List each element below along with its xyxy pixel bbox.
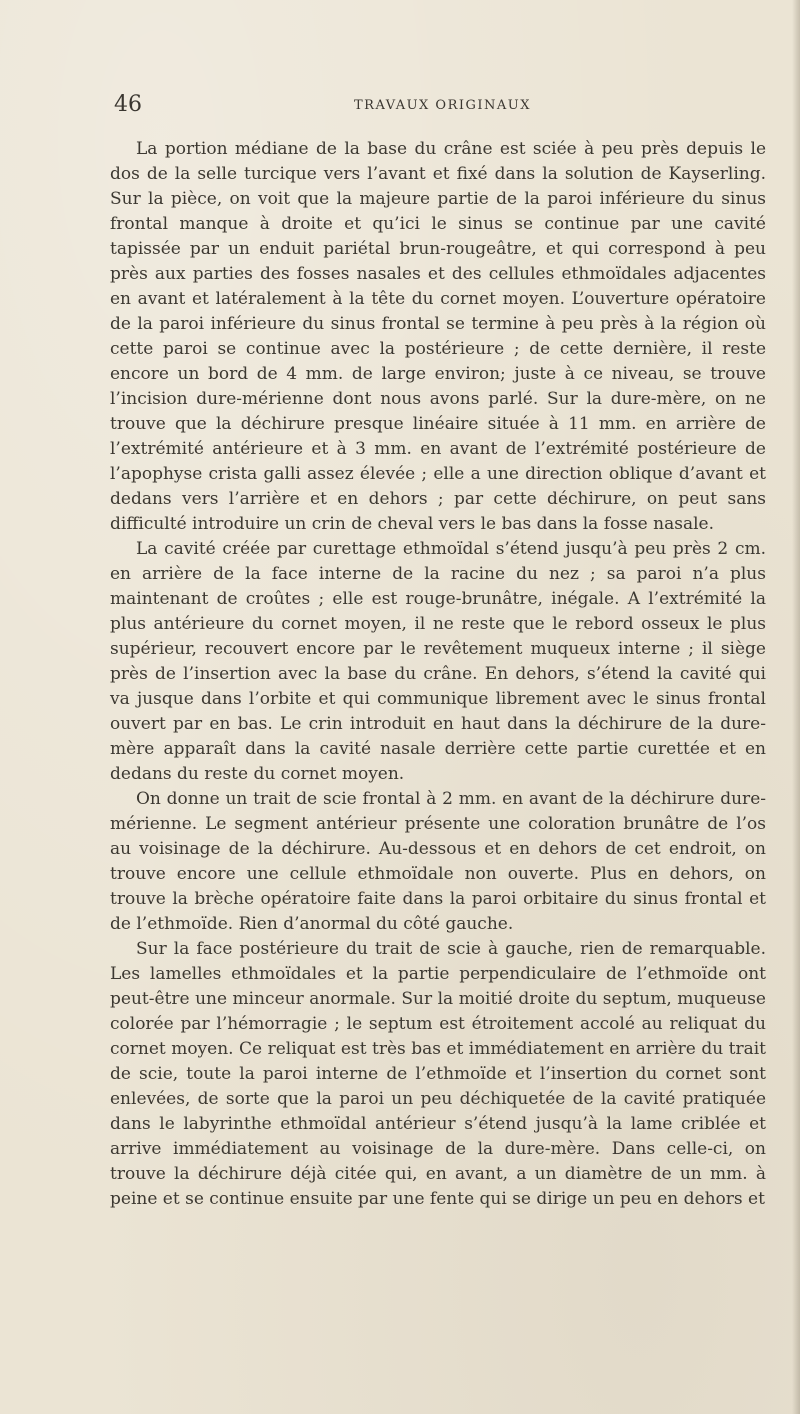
paragraph-1: La portion médiane de la base du crâne est sciée à peu près depuis le dos de la selle turcique vers l’avant et fixé dans la solution de Kayserling. Sur la pièce, on voit que la majeure partie de la paroi inférieure du sinus frontal manque à droite et qu’ici le sinus se continue par une cavité tapissée par un enduit pariétal brun-rougeâtre, et qui correspond à peu près aux parties des fosses nasales et des cellules ethmoïdales adjacentes en avant et latéralement à la tête du cornet moyen. L’ouverture opératoire de la paroi inférieure du sinus frontal se termine à peu près à la région où cette paroi se continue avec la postérieure ; de cette dernière, il reste encore un bord de 4 mm. de large environ; juste à ce niveau, se trouve l’incision dure-mérienne dont nous avons parlé. Sur la dure-mère, on ne trouve que la déchirure presque linéaire située à 11 mm. en arrière de l’extrémité antérieure et à 3 mm. en avant de l’extrémité postérieure de l’apophyse crista galli assez élevée ; elle a une direction oblique d’avant et dedans vers l’arrière et en dehors ; par cette déchirure, on peut sans difficulté introduire un crin de cheval vers le bas dans la fosse nasale. — [110, 139, 766, 534]
paragraph-3: On donne un trait de scie frontal à 2 mm. en avant de la déchirure dure-mérienne. Le segment antérieur présente une coloration brunâtre de l’os au voisinage de la déchirure. Au-dessous et en dehors de cet endroit, on trouve encore une cellule ethmoïdale non ouverte. Plus en dehors, on trouve la brèche opératoire faite dans la paroi orbitaire du sinus frontal et de l’ethmoïde. Rien d’anormal du côté gauche. — [110, 789, 766, 934]
running-title: TRAVAUX ORIGINAUX — [354, 98, 532, 113]
page-edge-shadow — [792, 0, 800, 1414]
page-number: 46 — [114, 92, 142, 117]
body-text — [110, 137, 766, 1212]
page-header — [114, 92, 764, 122]
paragraph-4: Sur la face postérieure du trait de scie à gauche, rien de remarquable. Les lamelles ethmoïdales et la partie perpendiculaire de l’ethmoïde ont peut-être une minceur anormale. Sur la moitié droite du septum, muqueuse colorée par l’hémorragie ; le septum est étroitement accolé au reliquat du cornet moyen. Ce reliquat est très bas et immédiatement en arrière du trait de scie, toute la paroi interne de l’ethmoïde et l’insertion du cornet sont enlevées, de sorte que la paroi un peu déchiquetée de la cavité pratiquée dans le labyrinthe ethmoïdal antérieur s’étend jusqu’à la lame criblée et arrive immédiatement au voisinage de la dure-mère. Dans celle-ci, on trouve la déchirure déjà citée qui, en avant, a un diamètre de un mm. à peine et se continue ensuite par une fente qui se dirige un peu en dehors et — [110, 939, 766, 1209]
paragraph-2: La cavité créée par curettage ethmoïdal s’étend jusqu’à peu près 2 cm. en arrière de la face interne de la racine du nez ; sa paroi n’a plus maintenant de croûtes ; elle est rouge-brunâtre, inégale. A l’extrémité la plus antérieure du cornet moyen, il ne reste que le rebord osseux le plus supérieur, recouvert encore par le revêtement muqueux interne ; il siège près de l’insertion avec la base du crâne. En dehors, s’étend la cavité qui va jusque dans l’orbite et qui communique librement avec le sinus frontal ouvert par en bas. Le crin introduit en haut dans la déchirure de la dure-mère apparaît dans la cavité nasale derrière cette partie curettée et en dedans du reste du cornet moyen. — [110, 539, 766, 784]
